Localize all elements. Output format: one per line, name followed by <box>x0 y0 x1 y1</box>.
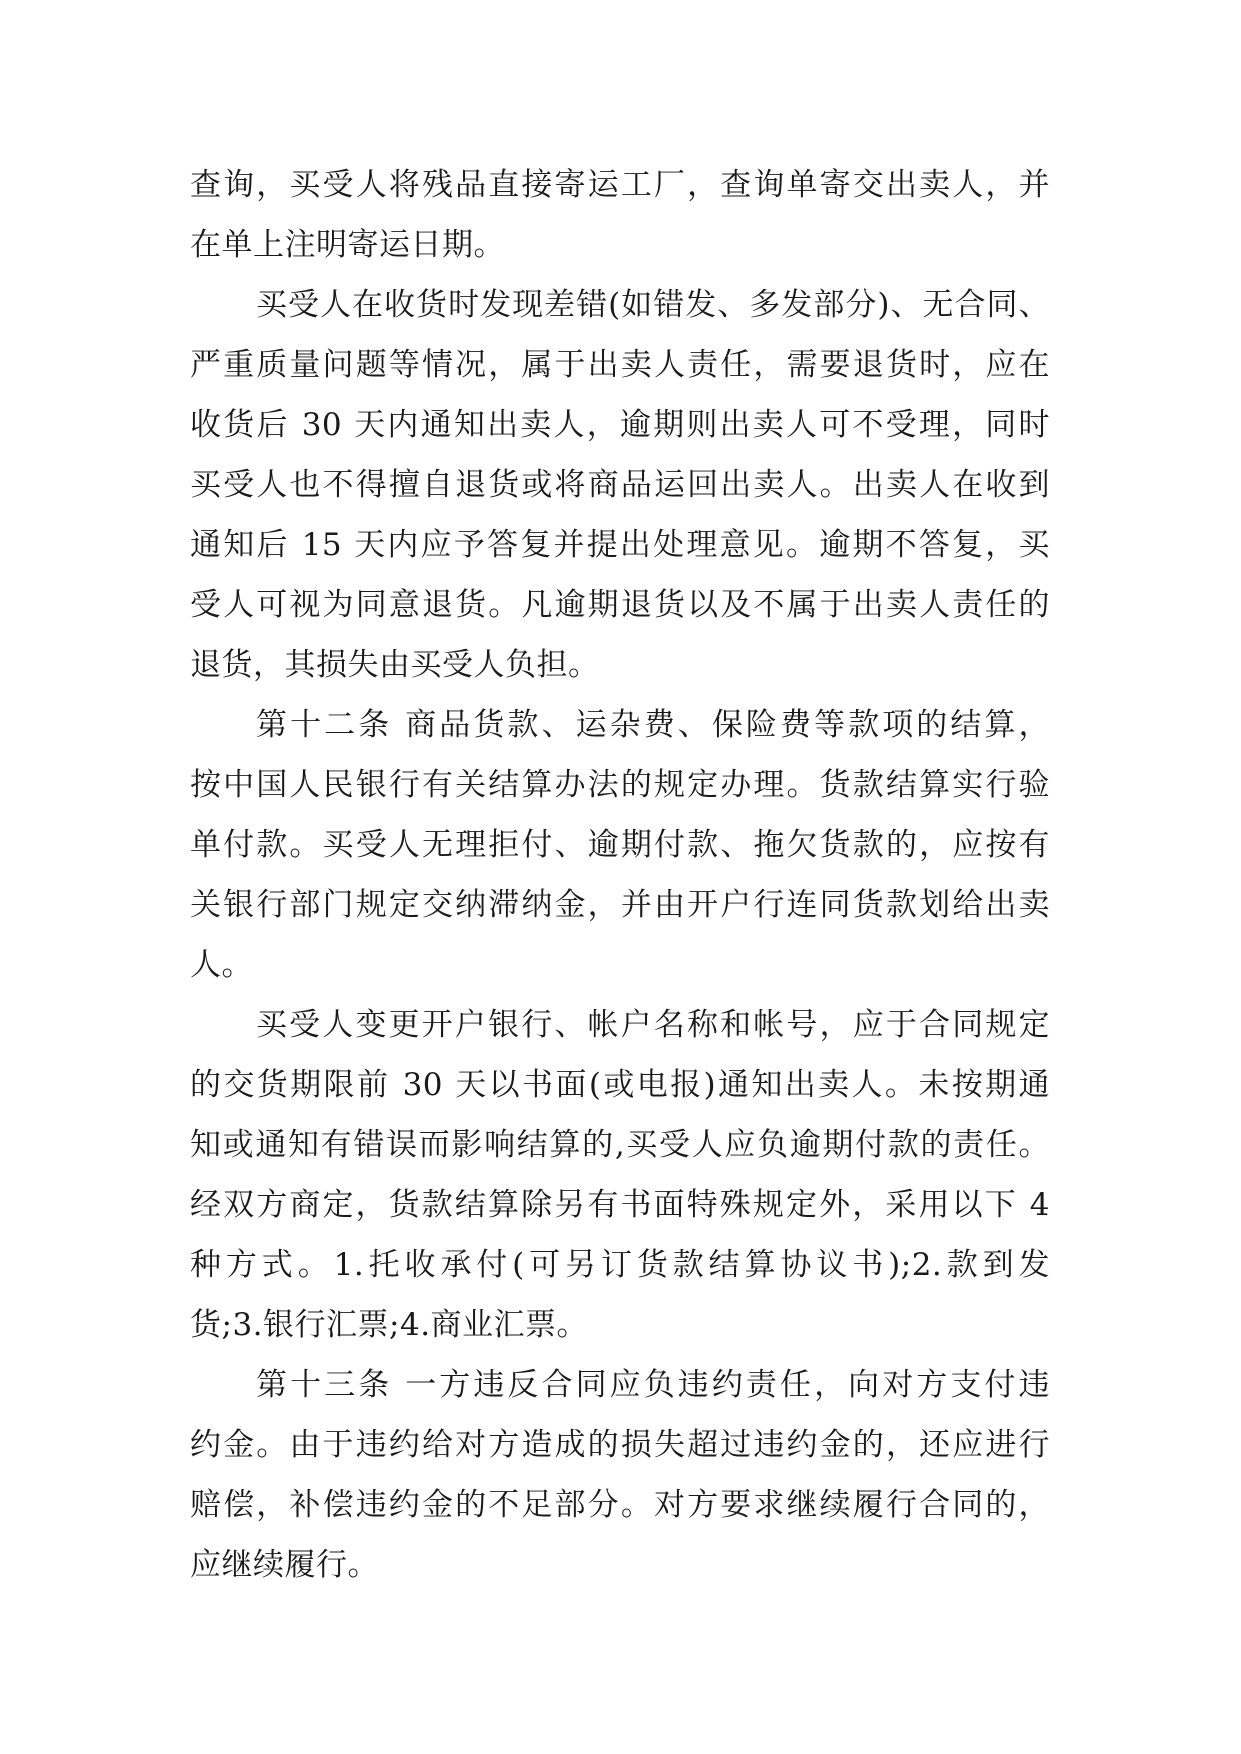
text-line: 查询，买受人将残品直接寄运工厂，查询单寄交出卖人，并 <box>190 167 1050 203</box>
text-line: 关银行部门规定交纳滞纳金，并由开户行连同货款划给出卖 <box>190 887 1050 923</box>
text-line: 赔偿，补偿违约金的不足部分。对方要求继续履行合同的， <box>190 1487 1050 1523</box>
document-body <box>190 155 1050 1595</box>
text-line: 经双方商定，货款结算除另有书面特殊规定外，采用以下 4 <box>190 1187 1050 1223</box>
text-line: 按中国人民银行有关结算办法的规定办理。货款结算实行验 <box>190 767 1050 803</box>
text-line: 受人可视为同意退货。凡逾期退货以及不属于出卖人责任的 <box>190 587 1050 623</box>
text-line: 的交货期限前 30 天以书面(或电报)通知出卖人。未按期通 <box>190 1067 1050 1103</box>
text-line: 买受人变更开户银行、帐户名称和帐号，应于合同规定 <box>256 1007 1050 1043</box>
text-line: 第十三条 一方违反合同应负违约责任，向对方支付违 <box>256 1367 1050 1403</box>
text-line: 收货后 30 天内通知出卖人，逾期则出卖人可不受理，同时 <box>190 407 1050 443</box>
text-line: 种方式。1.托收承付(可另订货款结算协议书);2.款到发 <box>190 1247 1050 1283</box>
text-line: 退货，其损失由买受人负担。 <box>190 647 600 683</box>
text-line: 买受人也不得擅自退货或将商品运回出卖人。出卖人在收到 <box>190 467 1050 503</box>
text-line: 第十二条 商品货款、运杂费、保险费等款项的结算， <box>256 707 1050 743</box>
text-line: 严重质量问题等情况，属于出卖人责任，需要退货时，应在 <box>190 347 1050 383</box>
text-line: 通知后 15 天内应予答复并提出处理意见。逾期不答复，买 <box>190 527 1050 563</box>
text-line: 约金。由于违约给对方造成的损失超过违约金的，还应进行 <box>190 1427 1050 1463</box>
text-line: 单付款。买受人无理拒付、逾期付款、拖欠货款的，应按有 <box>190 827 1050 863</box>
text-line: 买受人在收货时发现差错(如错发、多发部分)、无合同、 <box>256 287 1050 323</box>
text-line: 人。 <box>190 947 253 983</box>
text-line: 在单上注明寄运日期。 <box>190 227 505 263</box>
text-line: 知或通知有错误而影响结算的,买受人应负逾期付款的责任。 <box>190 1127 1050 1163</box>
text-line: 货;3.银行汇票;4.商业汇票。 <box>190 1307 589 1343</box>
text-line: 应继续履行。 <box>190 1547 379 1583</box>
